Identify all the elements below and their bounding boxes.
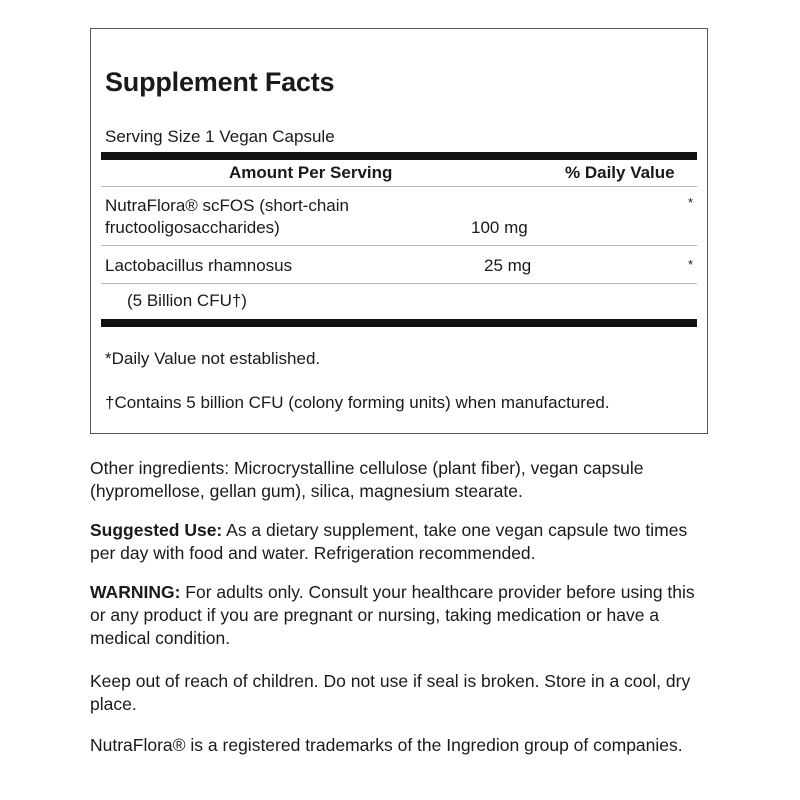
ingredient-daily-value: * (688, 195, 694, 210)
ingredient-amount: 25 mg (484, 256, 532, 275)
warning-text: For adults only. Consult your healthcare provider before using this or any product if you are pregnant or nursing, taking medication or have a medical condition. (90, 582, 695, 648)
suggested-use-text: As a dietary supplement, take one vegan capsule two times per day with food and water. Refrigeration recommended. (90, 520, 688, 563)
ingredient-daily-value: * (688, 257, 694, 272)
divider-header (101, 186, 697, 187)
footnote-daily-value: *Daily Value not established. (105, 349, 321, 368)
other-ingredients: Other ingredients: Microcrystalline cellulose (plant fiber), vegan capsule (hypromellose, gellan gum), silica, magnesium stearate. (90, 458, 644, 501)
divider-thick-bottom (101, 319, 697, 327)
header-amount-per-serving: Amount Per Serving (229, 163, 393, 182)
footnote-cfu: †Contains 5 billion CFU (colony forming units) when manufactured. (105, 393, 610, 412)
trademark-notice: NutraFlora® is a registered trademarks of the Ingredion group of companies. (90, 735, 683, 755)
divider-row (101, 245, 697, 246)
warning (90, 581, 710, 650)
ingredient-sub-note: (5 Billion CFU†) (127, 291, 247, 310)
supplement-facts-panel (90, 28, 708, 434)
warning-label: WARNING: (90, 582, 181, 602)
facts-title: Supplement Facts (105, 67, 335, 97)
divider-row (101, 283, 697, 284)
storage-instructions: Keep out of reach of children. Do not use if seal is broken. Store in a cool, dry place. (90, 671, 691, 714)
divider-thick-top (101, 152, 697, 160)
suggested-use (90, 519, 710, 565)
ingredient-name: NutraFlora® scFOS (short-chain fructooligosaccharides) (105, 196, 349, 237)
header-daily-value: % Daily Value (565, 163, 675, 182)
ingredient-amount: 100 mg (471, 218, 528, 237)
suggested-use-label: Suggested Use: (90, 520, 223, 540)
ingredient-name: Lactobacillus rhamnosus (105, 256, 293, 275)
serving-size: Serving Size 1 Vegan Capsule (105, 127, 335, 146)
